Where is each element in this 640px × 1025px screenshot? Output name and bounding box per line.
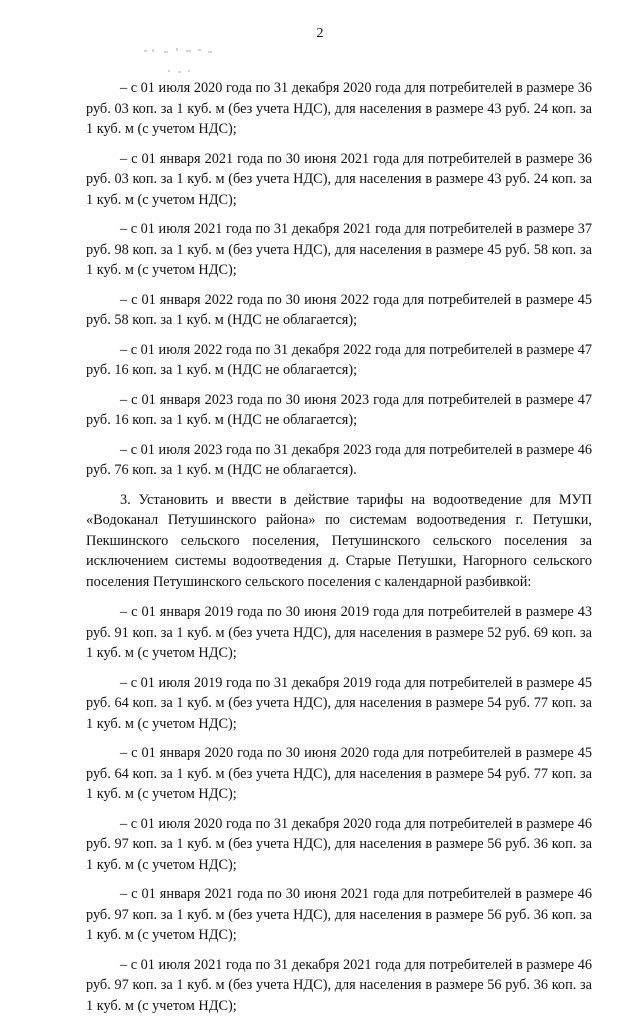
tariff-item: – с 01 июля 2020 года по 31 декабря 2020 года для потребителей в размере 36 руб. 03 коп. за 1 куб. м (без учета НДС), для населения в размере 43 руб. 24 коп. за 1 куб. м (с учетом НДС); xyxy=(86,80,592,137)
document-body xyxy=(86,78,592,1025)
section-3-paragraph: 3. Установить и ввести в действие тарифы на водоотведение для МУП «Водоканал Петушинского района» по системам водоотведения г. Петушки, Пекшинского сельского поселения, Петушинского сельского поселения за исключением системы водоотведения д. Старые Петушки, Нагорного сельского поселения Петушинского сельского поселения с календарной разбивкой: xyxy=(86,491,592,590)
tariff-item: – с 01 июля 2019 года по 31 декабря 2019 года для потребителей в размере 45 руб. 64 коп. за 1 куб. м (без учета НДС), для населения в размере 54 руб. 77 коп. за 1 куб. м (с учетом НДС); xyxy=(86,674,592,732)
tariff-item: – с 01 января 2019 года по 30 июня 2019 года для потребителей в размере 43 руб. 91 коп. за 1 куб. м (без учета НДС), для населения в размере 52 руб. 69 коп. за 1 куб. м (с учетом НДС); xyxy=(86,604,592,661)
tariff-item: – с 01 июля 2023 года по 31 декабря 2023 года для потребителей в размере 46 руб. 76 коп. за 1 куб. м (НДС не облагается). xyxy=(86,441,592,478)
tariff-item: – с 01 января 2022 года по 30 июня 2022 года для потребителей в размере 45 руб. 58 коп. за 1 куб. м (НДС не облагается); xyxy=(86,291,592,328)
tariff-item: – с 01 июля 2021 года по 31 декабря 2021 года для потребителей в размере 37 руб. 98 коп. за 1 куб. м (без учета НДС), для населения в размере 45 руб. 58 коп. за 1 куб. м (с учетом НДС); xyxy=(86,221,592,278)
tariff-item: – с 01 июля 2022 года по 31 декабря 2022 года для потребителей в размере 47 руб. 16 коп. за 1 куб. м (НДС не облагается); xyxy=(86,341,592,378)
scan-artifact xyxy=(140,42,230,78)
tariff-item: – с 01 января 2021 года по 30 июня 2021 года для потребителей в размере 46 руб. 97 коп. за 1 куб. м (без учета НДС), для населения в размере 56 руб. 36 коп. за 1 куб. м (с учетом НДС); xyxy=(86,886,592,943)
tariff-item: – с 01 января 2021 года по 30 июня 2021 года для потребителей в размере 36 руб. 03 коп. за 1 куб. м (без учета НДС), для населения в размере 43 руб. 24 коп. за 1 куб. м (с учетом НДС); xyxy=(86,150,592,208)
tariff-item: – с 01 января 2020 года по 30 июня 2020 года для потребителей в размере 45 руб. 64 коп. за 1 куб. м (без учета НДС), для населения в размере 54 руб. 77 коп. за 1 куб. м (с учетом НДС); xyxy=(86,745,592,802)
tariff-item: – с 01 июля 2020 года по 31 декабря 2020 года для потребителей в размере 46 руб. 97 коп. за 1 куб. м (без учета НДС), для населения в размере 56 руб. 36 коп. за 1 куб. м (с учетом НДС); xyxy=(86,815,592,873)
tariff-item: – с 01 июля 2021 года по 31 декабря 2021 года для потребителей в размере 46 руб. 97 коп. за 1 куб. м (без учета НДС), для населения в размере 56 руб. 36 коп. за 1 куб. м (с учетом НДС); xyxy=(86,956,592,1014)
tariff-item: – с 01 января 2023 года по 30 июня 2023 года для потребителей в размере 47 руб. 16 коп. за 1 куб. м (НДС не облагается); xyxy=(86,391,592,428)
page-number: 2 xyxy=(316,26,324,41)
